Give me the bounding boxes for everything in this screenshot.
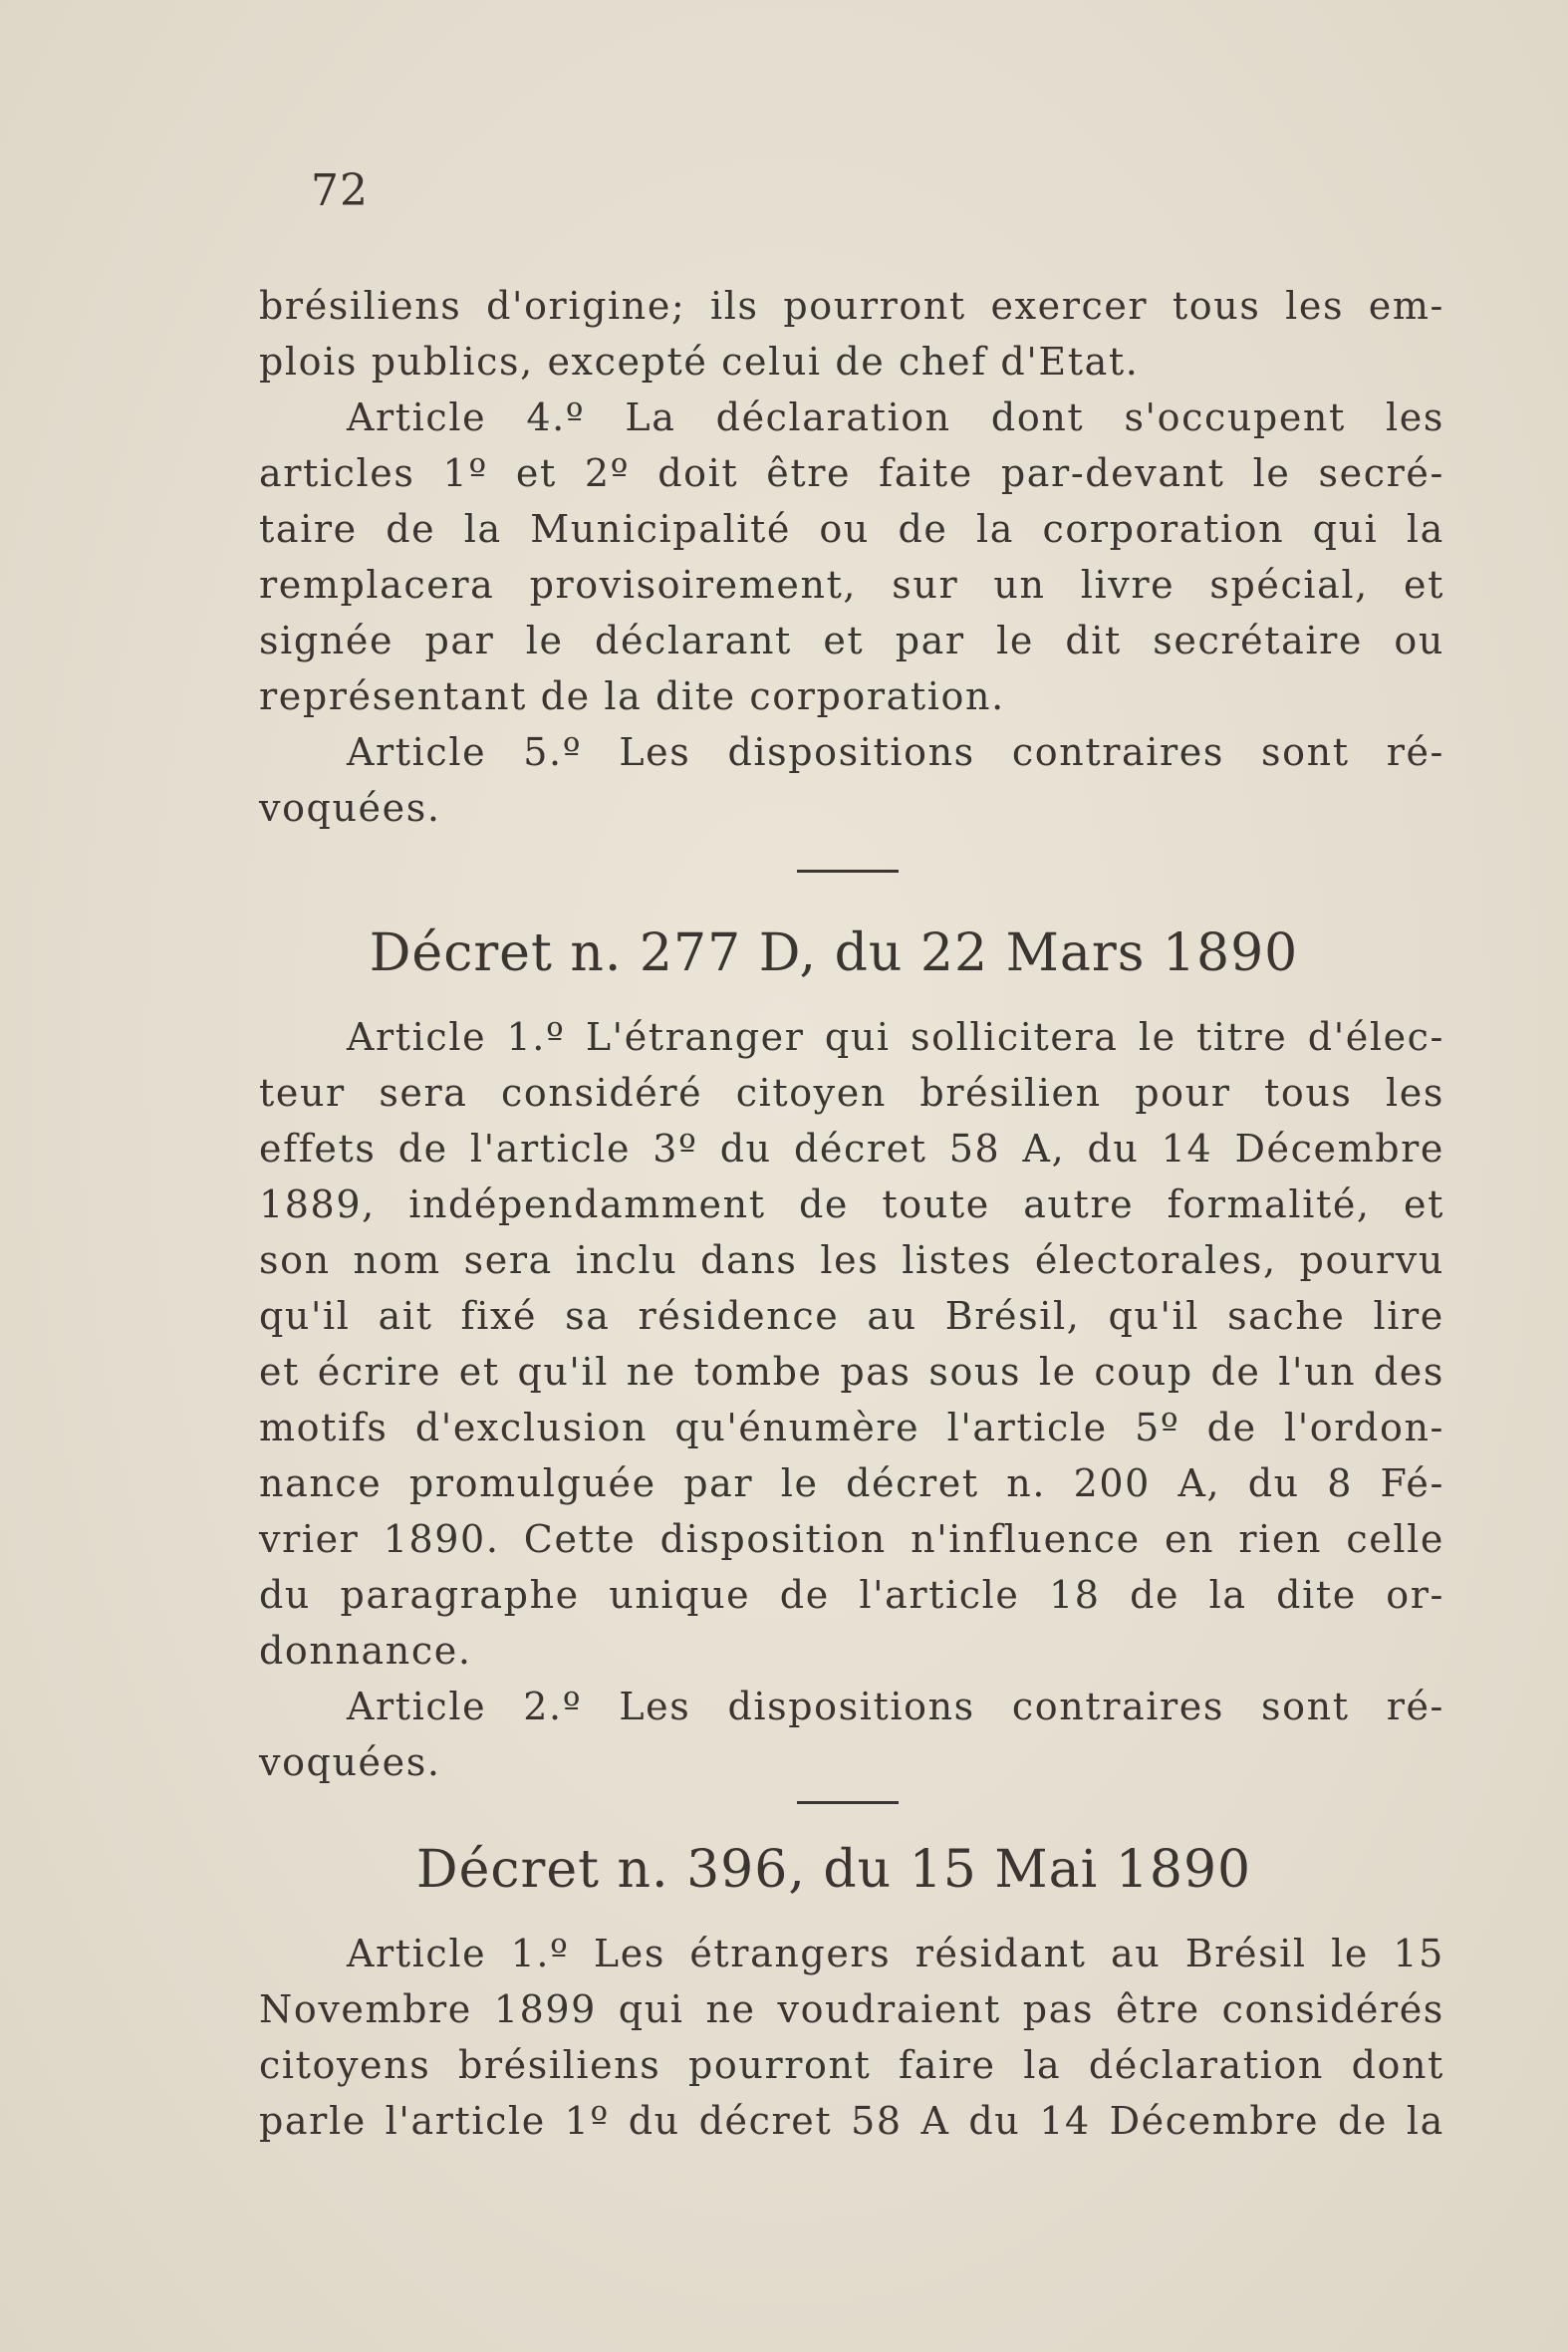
word: sont <box>1261 1685 1350 1728</box>
word: em- <box>1368 284 1444 328</box>
word: effets <box>259 1127 377 1171</box>
word: le <box>1331 1932 1369 1975</box>
word: la <box>975 507 1014 551</box>
text-line <box>259 1679 1444 1734</box>
text-line <box>259 1344 1444 1400</box>
word: de <box>799 1182 850 1226</box>
word: sera <box>463 1238 553 1282</box>
text-line: voquées. <box>259 1740 441 1784</box>
word: l'ordon- <box>1284 1406 1444 1449</box>
word: déclarant <box>595 619 792 662</box>
word: pas <box>840 1350 912 1394</box>
word: voudraient <box>777 1987 1001 2031</box>
word: décret <box>698 2099 833 2143</box>
word: n. <box>1006 1461 1047 1505</box>
text-line <box>259 1455 1444 1511</box>
word: être <box>1115 1987 1200 2031</box>
word: déclaration <box>1088 2043 1324 2087</box>
word: corporation <box>1042 507 1285 551</box>
word: sa <box>565 1294 611 1338</box>
paragraph-block-continuation <box>259 278 1444 836</box>
word: décret <box>793 1127 927 1171</box>
word: pourront <box>783 284 966 328</box>
word: être <box>766 451 852 495</box>
word: d'élec- <box>1307 1015 1444 1059</box>
word: 18 <box>1049 1573 1101 1617</box>
word: les <box>1386 1071 1444 1115</box>
word: l'article <box>859 1573 1020 1617</box>
word: spécial, <box>1209 563 1369 607</box>
word: Article <box>347 1932 487 1975</box>
text-line: plois publics, excepté celui de chef d'Etat. <box>259 340 1140 384</box>
word: 3º <box>653 1127 698 1171</box>
word: un <box>993 563 1046 607</box>
word: le <box>780 1461 819 1505</box>
text-line <box>259 2037 1444 2093</box>
word: ne <box>705 1987 756 2031</box>
word: du <box>968 2099 1021 2143</box>
word: qu'énumère <box>674 1406 920 1449</box>
text-line <box>259 724 1444 780</box>
word: listes <box>902 1238 1012 1282</box>
word: Article <box>347 730 487 774</box>
word: dont <box>1351 2043 1444 2087</box>
word: qui <box>618 1987 684 2031</box>
word: considéré <box>501 1071 703 1115</box>
word: coup <box>1094 1350 1193 1394</box>
word: paragraphe <box>340 1573 580 1617</box>
word: 2º <box>584 451 631 495</box>
word: provisoirement, <box>529 563 858 607</box>
text-line: représentant de la dite corporation. <box>259 674 1005 718</box>
page-number: 72 <box>311 165 369 216</box>
word: pourront <box>687 2043 872 2087</box>
word: de <box>1130 1573 1180 1617</box>
word: la <box>1406 507 1444 551</box>
word: la <box>463 507 502 551</box>
word: La <box>625 395 676 439</box>
word: le <box>996 619 1034 662</box>
word: qui <box>1312 507 1379 551</box>
word: les <box>820 1238 880 1282</box>
word: qu'il <box>517 1350 609 1394</box>
text-line <box>259 1511 1444 1567</box>
decree-body <box>259 1926 1444 2149</box>
word: dispositions <box>727 1685 975 1728</box>
section-divider <box>797 1801 899 1804</box>
word: tous <box>1263 1071 1353 1115</box>
word: par <box>424 619 495 662</box>
word: la <box>1208 1573 1247 1617</box>
text-line <box>259 1176 1444 1232</box>
section-divider <box>797 870 899 873</box>
word: livre <box>1080 563 1176 607</box>
word: du <box>628 2099 680 2143</box>
word: sera <box>379 1071 468 1115</box>
word: L'étranger <box>585 1015 805 1059</box>
text-line <box>259 1065 1444 1121</box>
word: A, <box>1022 1127 1066 1171</box>
word: sous <box>928 1350 1022 1394</box>
word: l'article <box>946 1406 1108 1449</box>
word: nom <box>353 1238 441 1282</box>
word: 1.º <box>510 1932 570 1975</box>
word: motifs <box>259 1406 389 1449</box>
word: contraires <box>1011 730 1224 774</box>
word: ou <box>819 507 870 551</box>
word: 1º <box>564 2099 610 2143</box>
word: l'article <box>469 1127 632 1171</box>
word: brésiliens <box>259 284 462 328</box>
word: celle <box>1346 1517 1444 1561</box>
word: Municipalité <box>530 507 791 551</box>
word: 58 <box>948 1127 1001 1171</box>
word: Brésil <box>1184 1932 1307 1975</box>
word: 5º <box>1135 1406 1180 1449</box>
text-line <box>259 1121 1444 1176</box>
word: de <box>898 507 948 551</box>
word: remplacera <box>259 563 495 607</box>
text-line <box>259 1981 1444 2037</box>
word: Novembre <box>259 1987 472 2031</box>
word: et <box>1403 1182 1444 1226</box>
word: promulguée <box>408 1461 656 1505</box>
word: articles <box>259 451 415 495</box>
word: formalité, <box>1167 1182 1371 1226</box>
word: de <box>1210 1350 1261 1394</box>
word: 1899 <box>493 1987 597 2031</box>
text-line: voquées. <box>259 786 441 830</box>
word: contraires <box>1011 1685 1224 1728</box>
word: et <box>1403 563 1444 607</box>
word: décret <box>846 1461 979 1505</box>
word: du <box>719 1127 772 1171</box>
text-line <box>259 1567 1444 1623</box>
word: dit <box>1065 619 1122 662</box>
word: ait <box>378 1294 433 1338</box>
word: sollicitera <box>911 1015 1119 1059</box>
word: ils <box>710 284 759 328</box>
word: signée <box>259 619 394 662</box>
word: d'exclusion <box>414 1406 649 1449</box>
word: brésiliens <box>457 2043 661 2087</box>
word: unique <box>609 1573 751 1617</box>
word: faite <box>879 451 973 495</box>
word: or- <box>1386 1573 1444 1617</box>
word: 15 <box>1393 1932 1444 1975</box>
word: sur <box>892 563 959 607</box>
word: par <box>683 1461 754 1505</box>
word: sache <box>1227 1294 1346 1338</box>
word: teur <box>259 1071 346 1115</box>
word: secré- <box>1318 451 1444 495</box>
word: et <box>458 1350 500 1394</box>
word: Fé- <box>1380 1461 1444 1505</box>
text-line <box>259 1400 1444 1455</box>
text-line <box>259 1009 1444 1065</box>
word: Décembre <box>1234 1127 1444 1171</box>
word: qu'il <box>259 1294 351 1338</box>
word: sont <box>1261 730 1350 774</box>
word: taire <box>259 507 358 551</box>
word: rien <box>1238 1517 1323 1561</box>
word: brésilien <box>919 1071 1102 1115</box>
word: vrier <box>259 1517 360 1561</box>
word: du <box>259 1573 311 1617</box>
word: citoyens <box>259 2043 431 2087</box>
word: titre <box>1196 1015 1288 1059</box>
word: doit <box>657 451 739 495</box>
word: 2.º <box>523 1685 583 1728</box>
word: citoyen <box>735 1071 887 1115</box>
word: résidence <box>638 1294 840 1338</box>
word: pourvu <box>1299 1238 1444 1282</box>
word: lire <box>1373 1294 1444 1338</box>
word: Les <box>619 1685 691 1728</box>
word: des <box>1373 1350 1444 1394</box>
word: parle <box>259 2099 367 2143</box>
word: de <box>779 1573 830 1617</box>
word: de <box>1206 1406 1257 1449</box>
word: de <box>397 1127 448 1171</box>
word: le <box>525 619 564 662</box>
word: qui <box>824 1015 891 1059</box>
word: Article <box>347 1685 487 1728</box>
word: Article <box>347 395 487 439</box>
text-line <box>259 2093 1444 2149</box>
word: l'un <box>1278 1350 1357 1394</box>
word: Brésil, <box>944 1294 1081 1338</box>
text-line <box>259 390 1444 445</box>
text-line <box>259 278 1444 334</box>
word: ré- <box>1386 1685 1444 1728</box>
word: 8 <box>1327 1461 1354 1505</box>
decree-heading: Décret n. 396, du 15 Mai 1890 <box>415 1840 1252 1900</box>
word: 1.º <box>506 1015 566 1059</box>
word: 58 <box>851 2099 903 2143</box>
word: étrangers <box>689 1932 892 1975</box>
text-line <box>259 445 1444 501</box>
word: disposition <box>659 1517 887 1561</box>
word: la <box>1406 2099 1444 2143</box>
word: 200 <box>1073 1461 1151 1505</box>
word: et <box>515 451 557 495</box>
word: Décembre <box>1109 2099 1320 2143</box>
word: dite <box>1276 1573 1357 1617</box>
word: Les <box>619 730 691 774</box>
word: tous <box>1172 284 1261 328</box>
text-line <box>259 501 1444 557</box>
word: 5.º <box>523 730 583 774</box>
word: les <box>1386 395 1444 439</box>
decree-body <box>259 1009 1444 1790</box>
decree-heading: Décret n. 277 D, du 22 Mars 1890 <box>369 923 1299 983</box>
word: résidant <box>915 1932 1087 1975</box>
word: son <box>259 1238 331 1282</box>
word: inclu <box>575 1238 678 1282</box>
word: par <box>895 619 965 662</box>
word: et <box>823 619 865 662</box>
word: en <box>1164 1517 1215 1561</box>
word: nance <box>259 1461 383 1505</box>
word: exercer <box>990 284 1149 328</box>
word: Article <box>347 1015 487 1059</box>
word: 1890. <box>383 1517 500 1561</box>
word: 14 <box>1161 1127 1213 1171</box>
word: de <box>1338 2099 1389 2143</box>
word: 1º <box>442 451 488 495</box>
word: fixé <box>460 1294 538 1338</box>
word: dans <box>700 1238 798 1282</box>
word: de <box>386 507 436 551</box>
word: par-devant <box>1000 451 1225 495</box>
word: toute <box>882 1182 990 1226</box>
text-line <box>259 1288 1444 1344</box>
word: du <box>1087 1127 1140 1171</box>
word: ou <box>1394 619 1444 662</box>
word: pour <box>1135 1071 1231 1115</box>
word: A <box>920 2099 950 2143</box>
word: faire <box>899 2043 996 2087</box>
word: A, <box>1177 1461 1221 1505</box>
word: dispositions <box>727 730 975 774</box>
text-line <box>259 613 1444 668</box>
word: du <box>1247 1461 1300 1505</box>
word: l'article <box>385 2099 546 2143</box>
word: ne <box>626 1350 676 1394</box>
word: Cette <box>523 1517 637 1561</box>
word: ré- <box>1386 730 1444 774</box>
word: les <box>1285 284 1345 328</box>
word: au <box>867 1294 917 1338</box>
word: secrétaire <box>1153 619 1363 662</box>
word: s'occupent <box>1124 395 1346 439</box>
word: 1889, <box>259 1182 376 1226</box>
word: pas <box>1022 1987 1095 2031</box>
word: au <box>1110 1932 1162 1975</box>
word: dont <box>990 395 1085 439</box>
word: le <box>1038 1350 1077 1394</box>
word: considérés <box>1221 1987 1444 2031</box>
text-line: donnance. <box>259 1629 472 1673</box>
word: autre <box>1023 1182 1135 1226</box>
word: indépendamment <box>408 1182 766 1226</box>
text-line <box>259 1232 1444 1288</box>
word: Les <box>593 1932 665 1975</box>
word: n'influence <box>911 1517 1141 1561</box>
word: la <box>1023 2043 1062 2087</box>
word: d'origine; <box>486 284 686 328</box>
word: écrire <box>317 1350 442 1394</box>
word: déclaration <box>715 395 951 439</box>
word: qu'il <box>1108 1294 1200 1338</box>
word: tombe <box>693 1350 823 1394</box>
word: et <box>259 1350 300 1394</box>
text-line <box>259 557 1444 613</box>
word: le <box>1138 1015 1176 1059</box>
word: 14 <box>1039 2099 1091 2143</box>
text-line <box>259 1926 1444 1981</box>
word: 4.º <box>526 395 586 439</box>
word: le <box>1252 451 1291 495</box>
word: électorales, <box>1034 1238 1277 1282</box>
